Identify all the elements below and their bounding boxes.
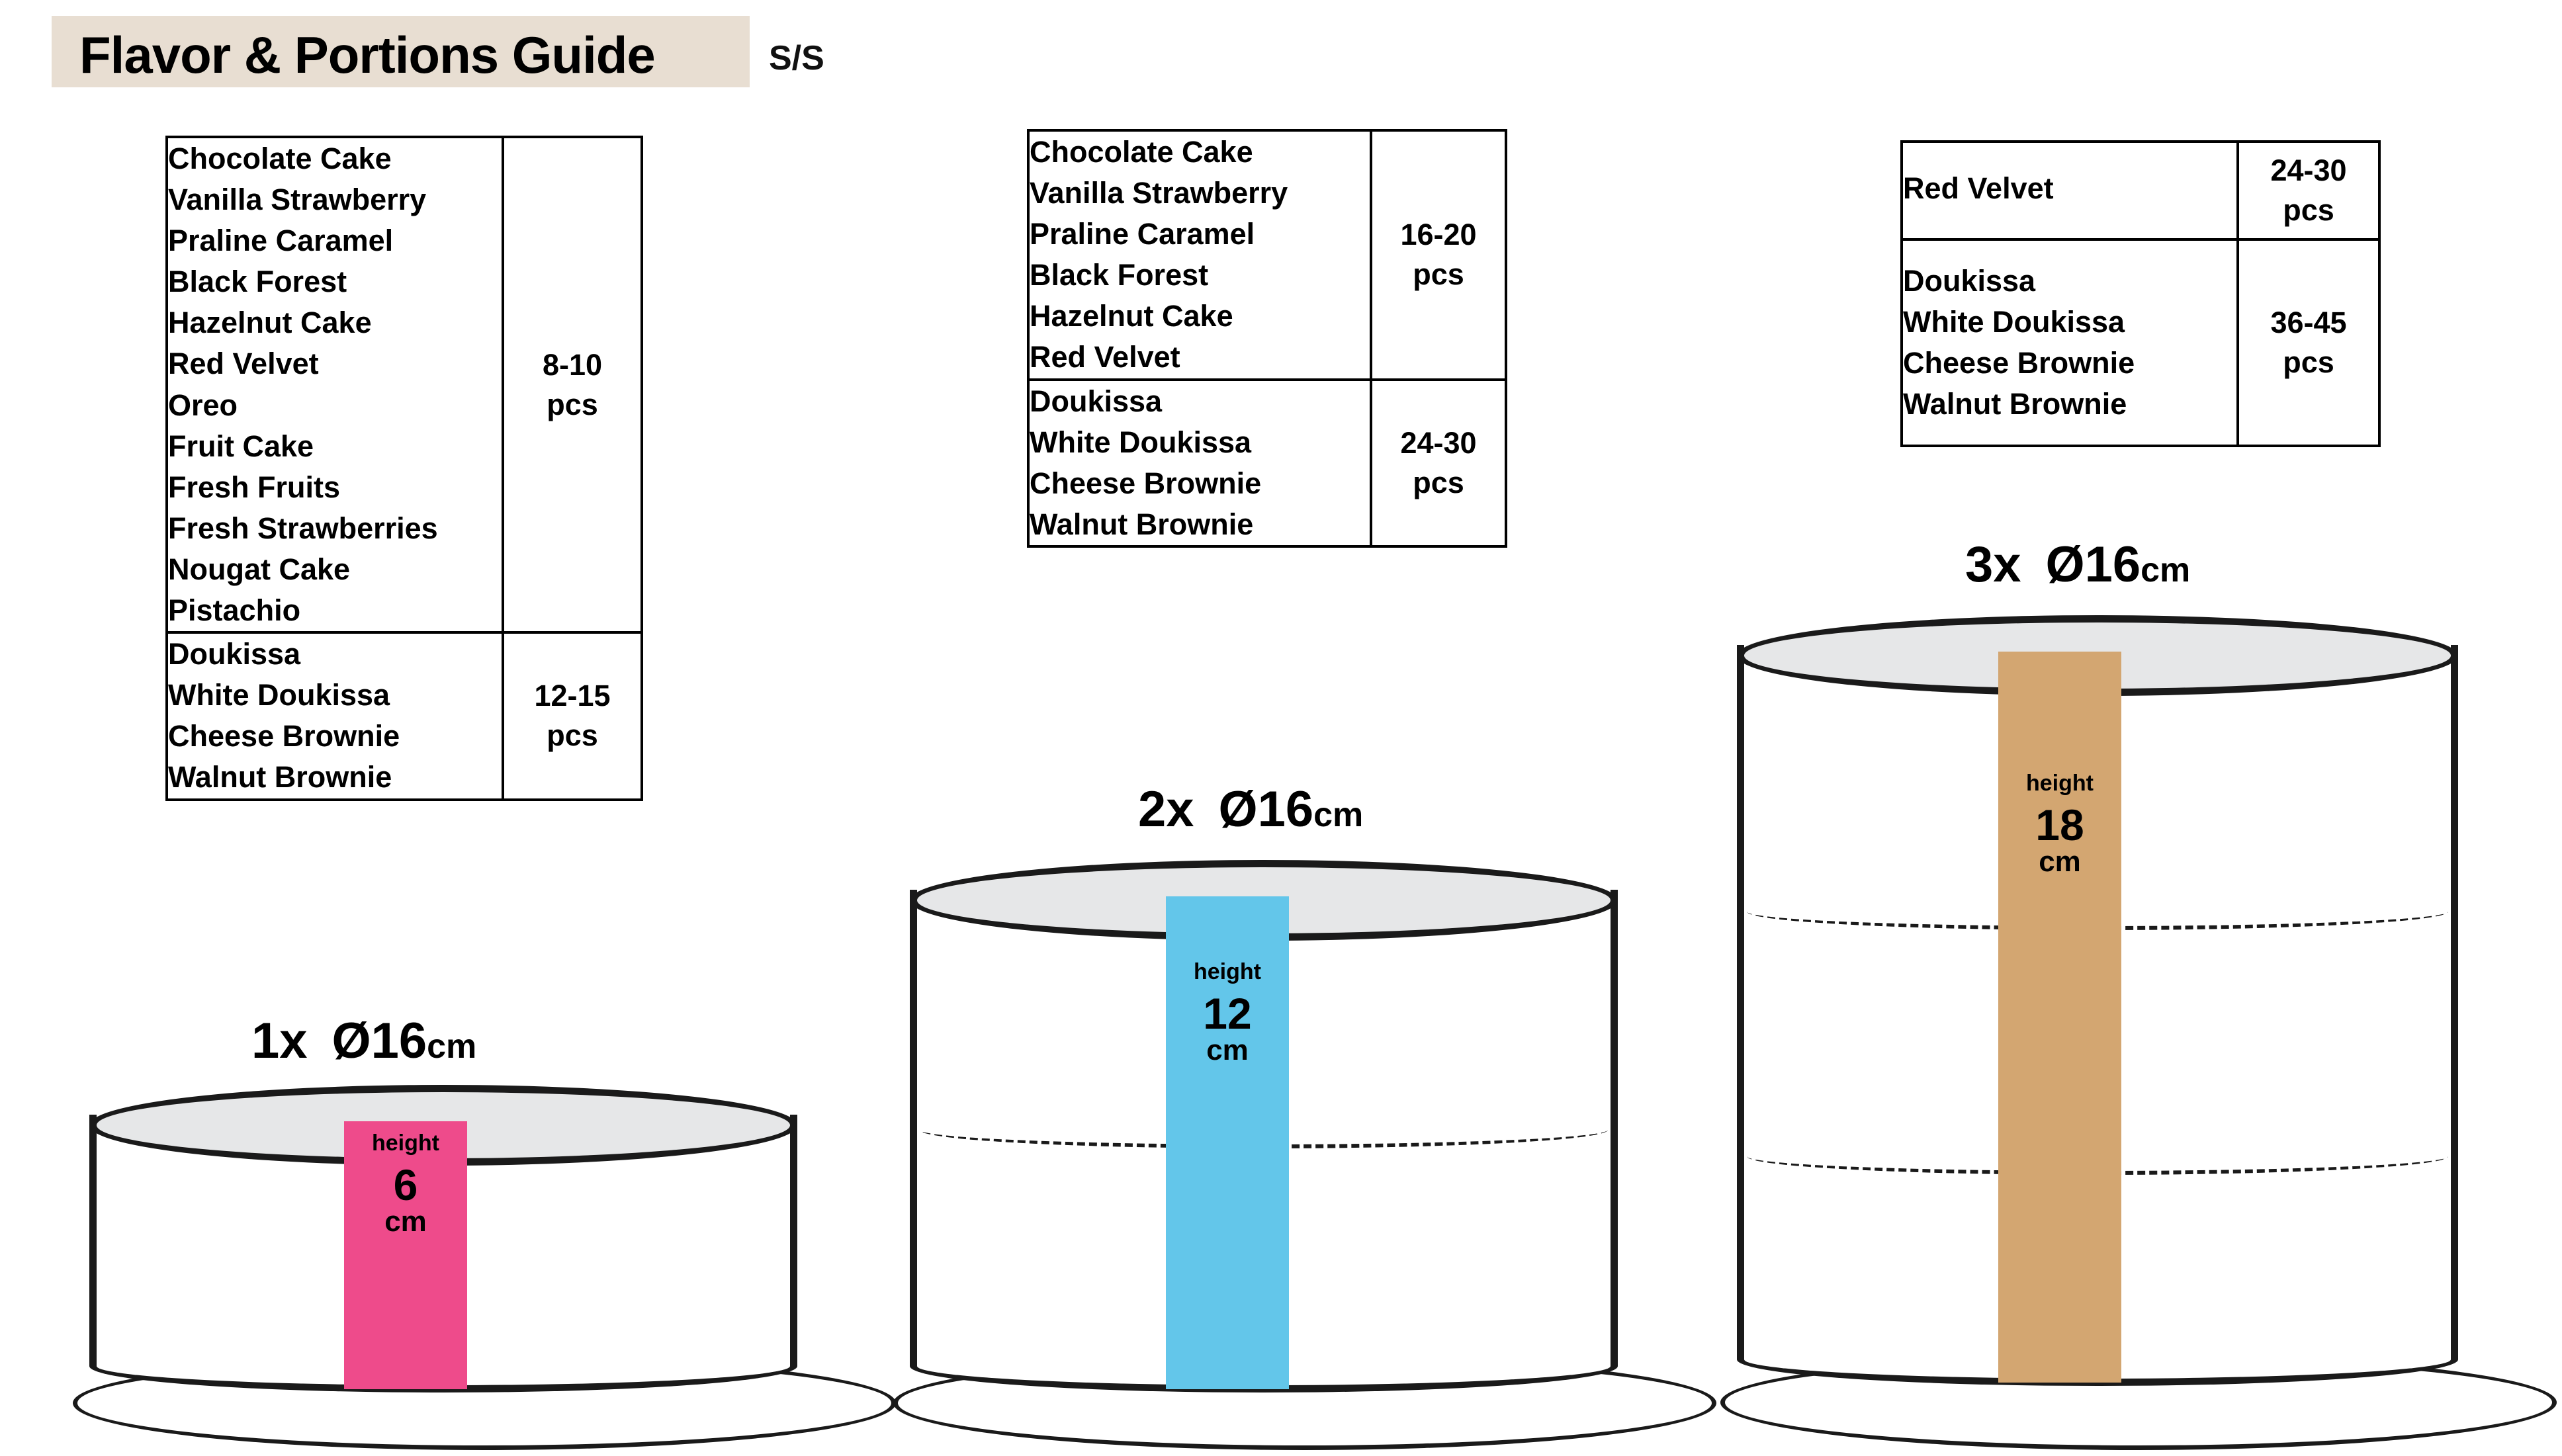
cake-caption-2x: 2x Ø16cm — [1138, 781, 1364, 837]
season-label: S/S — [769, 39, 824, 77]
portions-cell: 24-30 pcs — [1371, 380, 1506, 546]
flavor-list-cell: Chocolate Cake Vanilla Strawberry Praline Caramel Black Forest Hazelnut Cake Red Velvet — [1028, 130, 1371, 380]
cake-caption-1x: 1x Ø16cm — [251, 1013, 477, 1069]
portions-table-1x — [165, 136, 643, 801]
cake-caption-3x: 3x Ø16cm — [1965, 536, 2191, 593]
flavor-list-cell: Doukissa White Doukissa Cheese Brownie Walnut Brownie — [167, 632, 503, 799]
table-row — [1902, 142, 2379, 239]
flavor-list-cell: Chocolate Cake Vanilla Strawberry Praline Caramel Black Forest Hazelnut Cake Red Velvet Oreo Fruit Cake Fresh Fruits Fresh Strawberries Nougat Cake Pistachio — [167, 137, 503, 632]
table-row — [167, 632, 642, 799]
portions-table-2x — [1027, 129, 1507, 548]
height-bar-1x: height 6 cm — [344, 1121, 467, 1389]
table-row — [167, 137, 642, 632]
cake-diagram-3x — [1720, 523, 2547, 1442]
table-row — [1028, 380, 1506, 546]
height-bar-3x: height 18 cm — [1998, 652, 2121, 1383]
portions-cell: 36-45 pcs — [2238, 239, 2379, 446]
portions-cell: 8-10 pcs — [503, 137, 642, 632]
height-bar-2x: height 12 cm — [1166, 896, 1289, 1389]
cake-diagram-1x — [73, 1012, 887, 1442]
page-title: Flavor & Portions Guide — [79, 26, 655, 84]
portions-cell: 16-20 pcs — [1371, 130, 1506, 380]
portions-table-3x — [1900, 140, 2381, 447]
portions-cell: 12-15 pcs — [503, 632, 642, 799]
portions-cell: 24-30 pcs — [2238, 142, 2379, 239]
cake-diagram-2x — [893, 761, 1707, 1442]
table-row — [1028, 130, 1506, 380]
flavor-list-cell: Doukissa White Doukissa Cheese Brownie Walnut Brownie — [1902, 239, 2238, 446]
table-row — [1902, 239, 2379, 446]
flavor-list-cell: Doukissa White Doukissa Cheese Brownie Walnut Brownie — [1028, 380, 1371, 546]
flavor-list-cell: Red Velvet — [1902, 142, 2238, 239]
